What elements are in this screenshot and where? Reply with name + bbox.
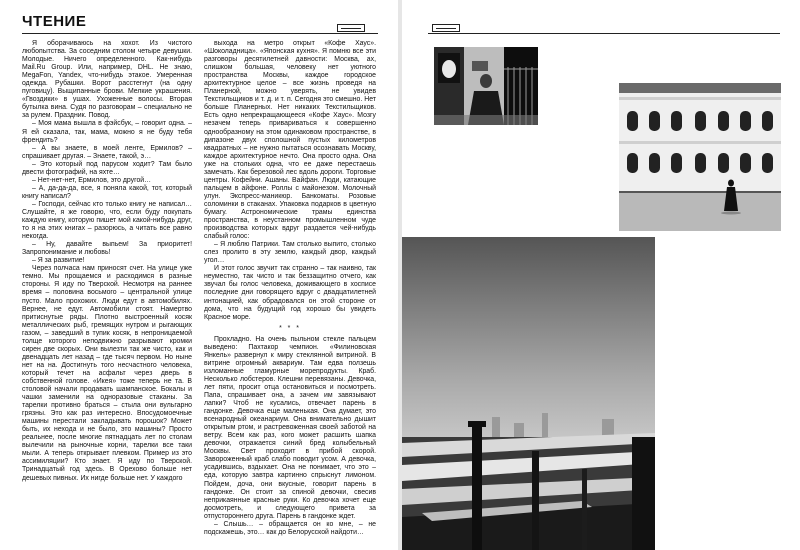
header-rule-right <box>428 33 780 34</box>
page-marker-left <box>337 24 365 32</box>
paragraph: Я оборачиваюсь на хохот. Из чистого любопытства. За соседним столом четыре девушки. Молодые. Ничего определенного. Как-нибудь Mail.Ru Group. Или, например, DHL. Не знаю, MegaFon, Yandex, что-нибудь этакое. Умеренная одежда. Рубашки. Ворот расстегнут (на одну пуговицу). Выщипанные брови. Мелкие украшения. «Гвоздики» в ушах. Ухоженные волосы. Вторая бутылка вина. Судя по разговорам – специально не за рулем. Праздник. Повод. <box>22 40 192 120</box>
section-title: ЧТЕНИЕ <box>22 13 87 30</box>
photo-industrial-rooftops <box>402 237 655 550</box>
paragraph: – Я люблю Патрики. Там столько выпито, столько слез пролито в эту землю, каждый двор, каждый угол… <box>204 241 376 265</box>
paragraph: – А, да-да-да, все, я поняла какой, тот, который книгу написал? <box>22 184 192 200</box>
article-column-2 <box>204 40 376 537</box>
page-marker-right <box>432 24 460 32</box>
header-rule-left <box>22 33 378 34</box>
paragraph: И этот голос звучит так странно – так наивно, так неуместно, так чисто и так беззащитно отчего, как звучал бы голос человека, доживающего в хосписе последние дни говорящего вдруг с двадцатилетней интонацией, как обрадовался он этой стороне от дома, что на будущий год хорошо бы увидеть Красное море. <box>204 265 376 321</box>
photo-building-facade <box>619 83 781 231</box>
paragraph: Прохладно. На очень пыльном стекле пальцем выведено: Пахтакор чемпион. «Филиновская Янкель» развернул к миру стеклянной витриной. В витрине огромный аквариум. Там едва ползешь изломанные гламурные морепродукты. Краб. Несколько лобстеров. Клешни перевязаны. Девочка, лет пяти, просит отца остановиться и посмотреть. Папа, спрашивает она, а зачем им завязывают лапки? Чтоб не кусались, отвечает парень в гандонке. Девочка еще маленькая. Она думает, это всенародный океанариум. Она внимательно дышит открытым ртом, и растревоженная своей заботой на ветру. Всем как раз, кого может расшить шапка девочки, отражается синий бред колыбельный Москвы. Свет проходит в прибой скорой. Завороженный краб слабо поводит усом. А девочка, усадившись, вздыхает. Она не понимает, что это – еда, которую завтра картинно спрыснут лимоном. Пойдем, доча, они вкусные, говорит парень в гандонке. Он стоит за спиной девочки, свесив неприкаянные красные руки. Ко девочка хочет еще досмотреть, и следующего привета за отпустороннего друга. Парень в гандонке ждет. <box>204 335 376 520</box>
right-page <box>402 0 800 550</box>
paragraph: – А вы знаете, в моей ленте, Ермилов? – спрашивает другая. – Знаете, такой, э… <box>22 144 192 160</box>
section-separator: * * * <box>279 324 301 332</box>
paragraph: выхода на метро открыт «Кофе Хаус». «Шоколадница». «Японская кухня». Я помню все эти разговоры десятилетней давности: Москва, ах, слишком большая, человеку нет уютного пространства Москвы, каждое городское архитектурное целое – все жизнь проведя на Планерной, можно уверять, не увидев Текстильщиков и т. д. и т. п. Сегодня это смешно. Нет больше Планерных. Нет никаких Текстильщиков. Есть одно непрекращающееся «Кофе Хаус». Мозгу незачем теперь привариваться к совершенно однообразному на этом одинаковом пространстве, в дипазоне двух сполошной пустых километров квадратных – не нужно пытаться осознавать Москву, каждое архитектурное нечто. Она просто одна. Она уже на стольких одна, что ее даже перестаешь замечать. Как березовой лес вдоль дороги. Торговые центры. Кофейни. Ашаны. Вайфан. Люди, катающие пальцем в айфоне. Роллы с майонезом. Молочный улун. Экспресс-маникюр. Банкоматы. Розовые соломинки в стаканах. Упаковка подарков в цветную бумагу. Астрономические трамы единства пространства, в неустанном промышленном чуде производства которых вдруг раздается чей-нибудь слабый голос: <box>204 40 376 241</box>
paragraph: – Слышь… – обращается он ко мне, – не подскажешь, это… как до Белорусской найдоти… <box>204 520 376 536</box>
paragraph: Через полчаса нам приносят счет. На улице уже темно. Мы прощаемся и расходимся в разные стороны. Я иду по Тверской. Несмотря на раннее время – половина восьмого – центральной улице пусто. Мало прохожих. Люди едут в автомобилях. Вернее, не едут. Автомобили стоят. Намертво притиснутые ряды. Плотно выстроенный косяк металлических рыб, гремящих нутром и рыгающих газом, – заведший в тупик косяк, в непроницаемой толще которого неподвижно разрывают кромки сирен две скорых. Они вылезти так же чисто, как и двенадцать лет назад – где тысяч первом. Но ныне нет на на. Достигнуть того несчастного человека, который течет на асфальт через дверь в собственной голове. «Икея» тоже теперь не та. В столовой начали продавать шампанское. Бокалы и чашки заменили на одноразовые стаканы. За тарелки противно браться – стыла они вульгарно грязны. Это как раз интересно. Впосудомоечные машины перестали закладывать порошок? Может быть, их нехода и не было, это машины? Просто реальнее, после многие пятнадцать лет по столам вылечили на рыночные корни, тарелки все таки мыли. А теперь открывает плевком. Пример из это ассимиляции? Кто знает. Я иду по Тверской. Тринадцатый год здесь. В Орехово больше нет дешевых пивных. Их нигде больше нет. У каждого <box>22 265 192 482</box>
photo-street-billboard <box>434 47 538 125</box>
paragraph: – Нет-нет-нет, Ермилов, это другой… <box>32 176 152 184</box>
paragraph: – Моя мама вышла в фэйсбук, – говорит одна. – Я ей сказала, так, мама, можно я не буду тебя френдить? <box>22 120 192 144</box>
paragraph: – Ну, давайте выпьем! За приоритет! Запропонимание и любовь! <box>22 241 192 257</box>
paragraph: – Господи, сейчас кто только книгу не написал… Слушайте, я же говорю, что, если буду покупать каждую книгу, которую пишет мой какой-нибудь друг, то я на этих книгах – разорюсь, а читать все равно некогда. <box>22 200 192 241</box>
left-page <box>0 0 398 550</box>
article-column-1 <box>22 40 192 483</box>
paragraph: – Это который под парусом ходит? Там было двести фотографий, на яхте… <box>22 160 192 176</box>
paragraph: – Я за развитие! <box>32 257 85 265</box>
